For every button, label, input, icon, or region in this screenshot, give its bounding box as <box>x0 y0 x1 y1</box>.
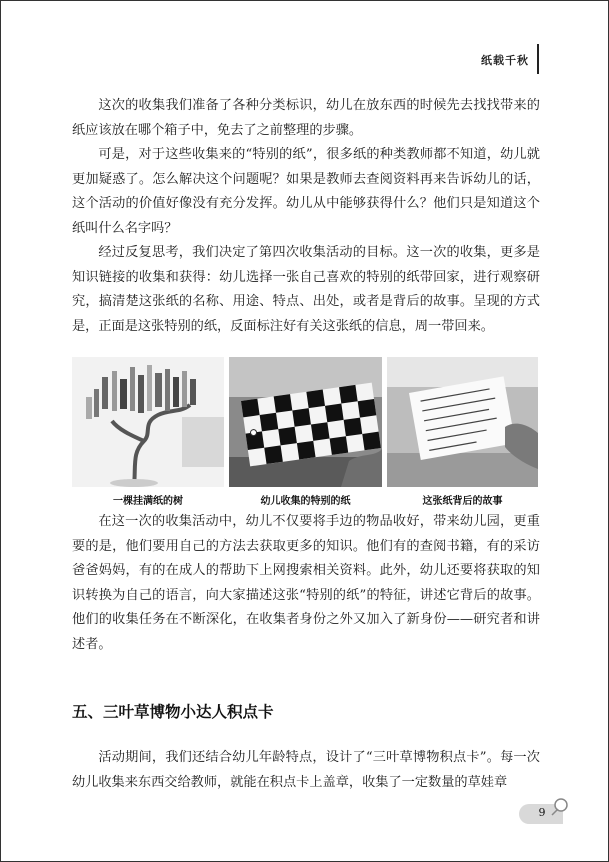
body-text-top <box>72 94 540 339</box>
caption-paper-back-story: 这张纸背后的故事 <box>422 496 503 507</box>
paragraph: 可是，对于这些收集来的“特别的纸”，很多纸的种类教师都不知道，幼儿就更加疑惑了。怎么解决这个问题呢？如果是教师去查阅资料再来告诉幼儿的话，这个活动的价值好像没有充分发挥。幼儿从中能够获得什么？他们只是知道这个纸叫什么名字吗？ <box>72 147 540 236</box>
running-header-title: 纸载千秋 <box>481 54 529 67</box>
caption-checkered-paper: 幼儿收集的特别的纸 <box>260 496 351 507</box>
page-number: 9 <box>538 806 546 819</box>
caption-paper-tree: 一棵挂满纸的树 <box>113 496 183 507</box>
header-rule <box>537 44 539 74</box>
paragraph: 活动期间，我们还结合幼儿年龄特点，设计了“三叶草博物积点卡”。每一次幼儿收集来东西交给教师，就能在积点卡上盖章，收集了一定数量的草娃章 <box>72 750 540 790</box>
body-text-middle <box>72 510 540 657</box>
body-text-bottom <box>72 746 540 795</box>
photo-paper-back-story <box>387 357 538 487</box>
paperclip-icon <box>549 795 571 817</box>
paragraph: 经过反复思考，我们决定了第四次收集活动的目标。这一次的收集，更多是知识链接的收集和获得：幼儿选择一张自己喜欢的特别的纸带回家，进行观察研究，搞清楚这张纸的名称、用途、特点、出处，或者是背后的故事。呈现的方式是，正面是这张特别的纸，反面标注好有关这张纸的信息，周一带回来。 <box>72 245 540 334</box>
paragraph: 这次的收集我们准备了各种分类标识，幼儿在放东西的时候先去找找带来的纸应该放在哪个箱子中，免去了之前整理的步骤。 <box>72 98 540 138</box>
photo-checkered-paper <box>229 357 382 487</box>
photo-row <box>72 357 538 487</box>
photo-paper-tree <box>72 357 224 487</box>
section-heading: 五、三叶草博物小达人积点卡 <box>72 703 274 721</box>
paragraph: 在这一次的收集活动中，幼儿不仅要将手边的物品收好，带来幼儿园，更重要的是，他们要用自己的方法去获取更多的知识。他们有的查阅书籍，有的采访爸爸妈妈，有的在成人的帮助下上网搜索相关资料。此外，幼儿还要将获取的知识转换为自己的语言，向大家描述这张“特别的纸”的特征，讲述它背后的故事。他们的收集任务在不断深化，在收集者身份之外又加入了新身份——研究者和讲述者。 <box>72 514 540 652</box>
